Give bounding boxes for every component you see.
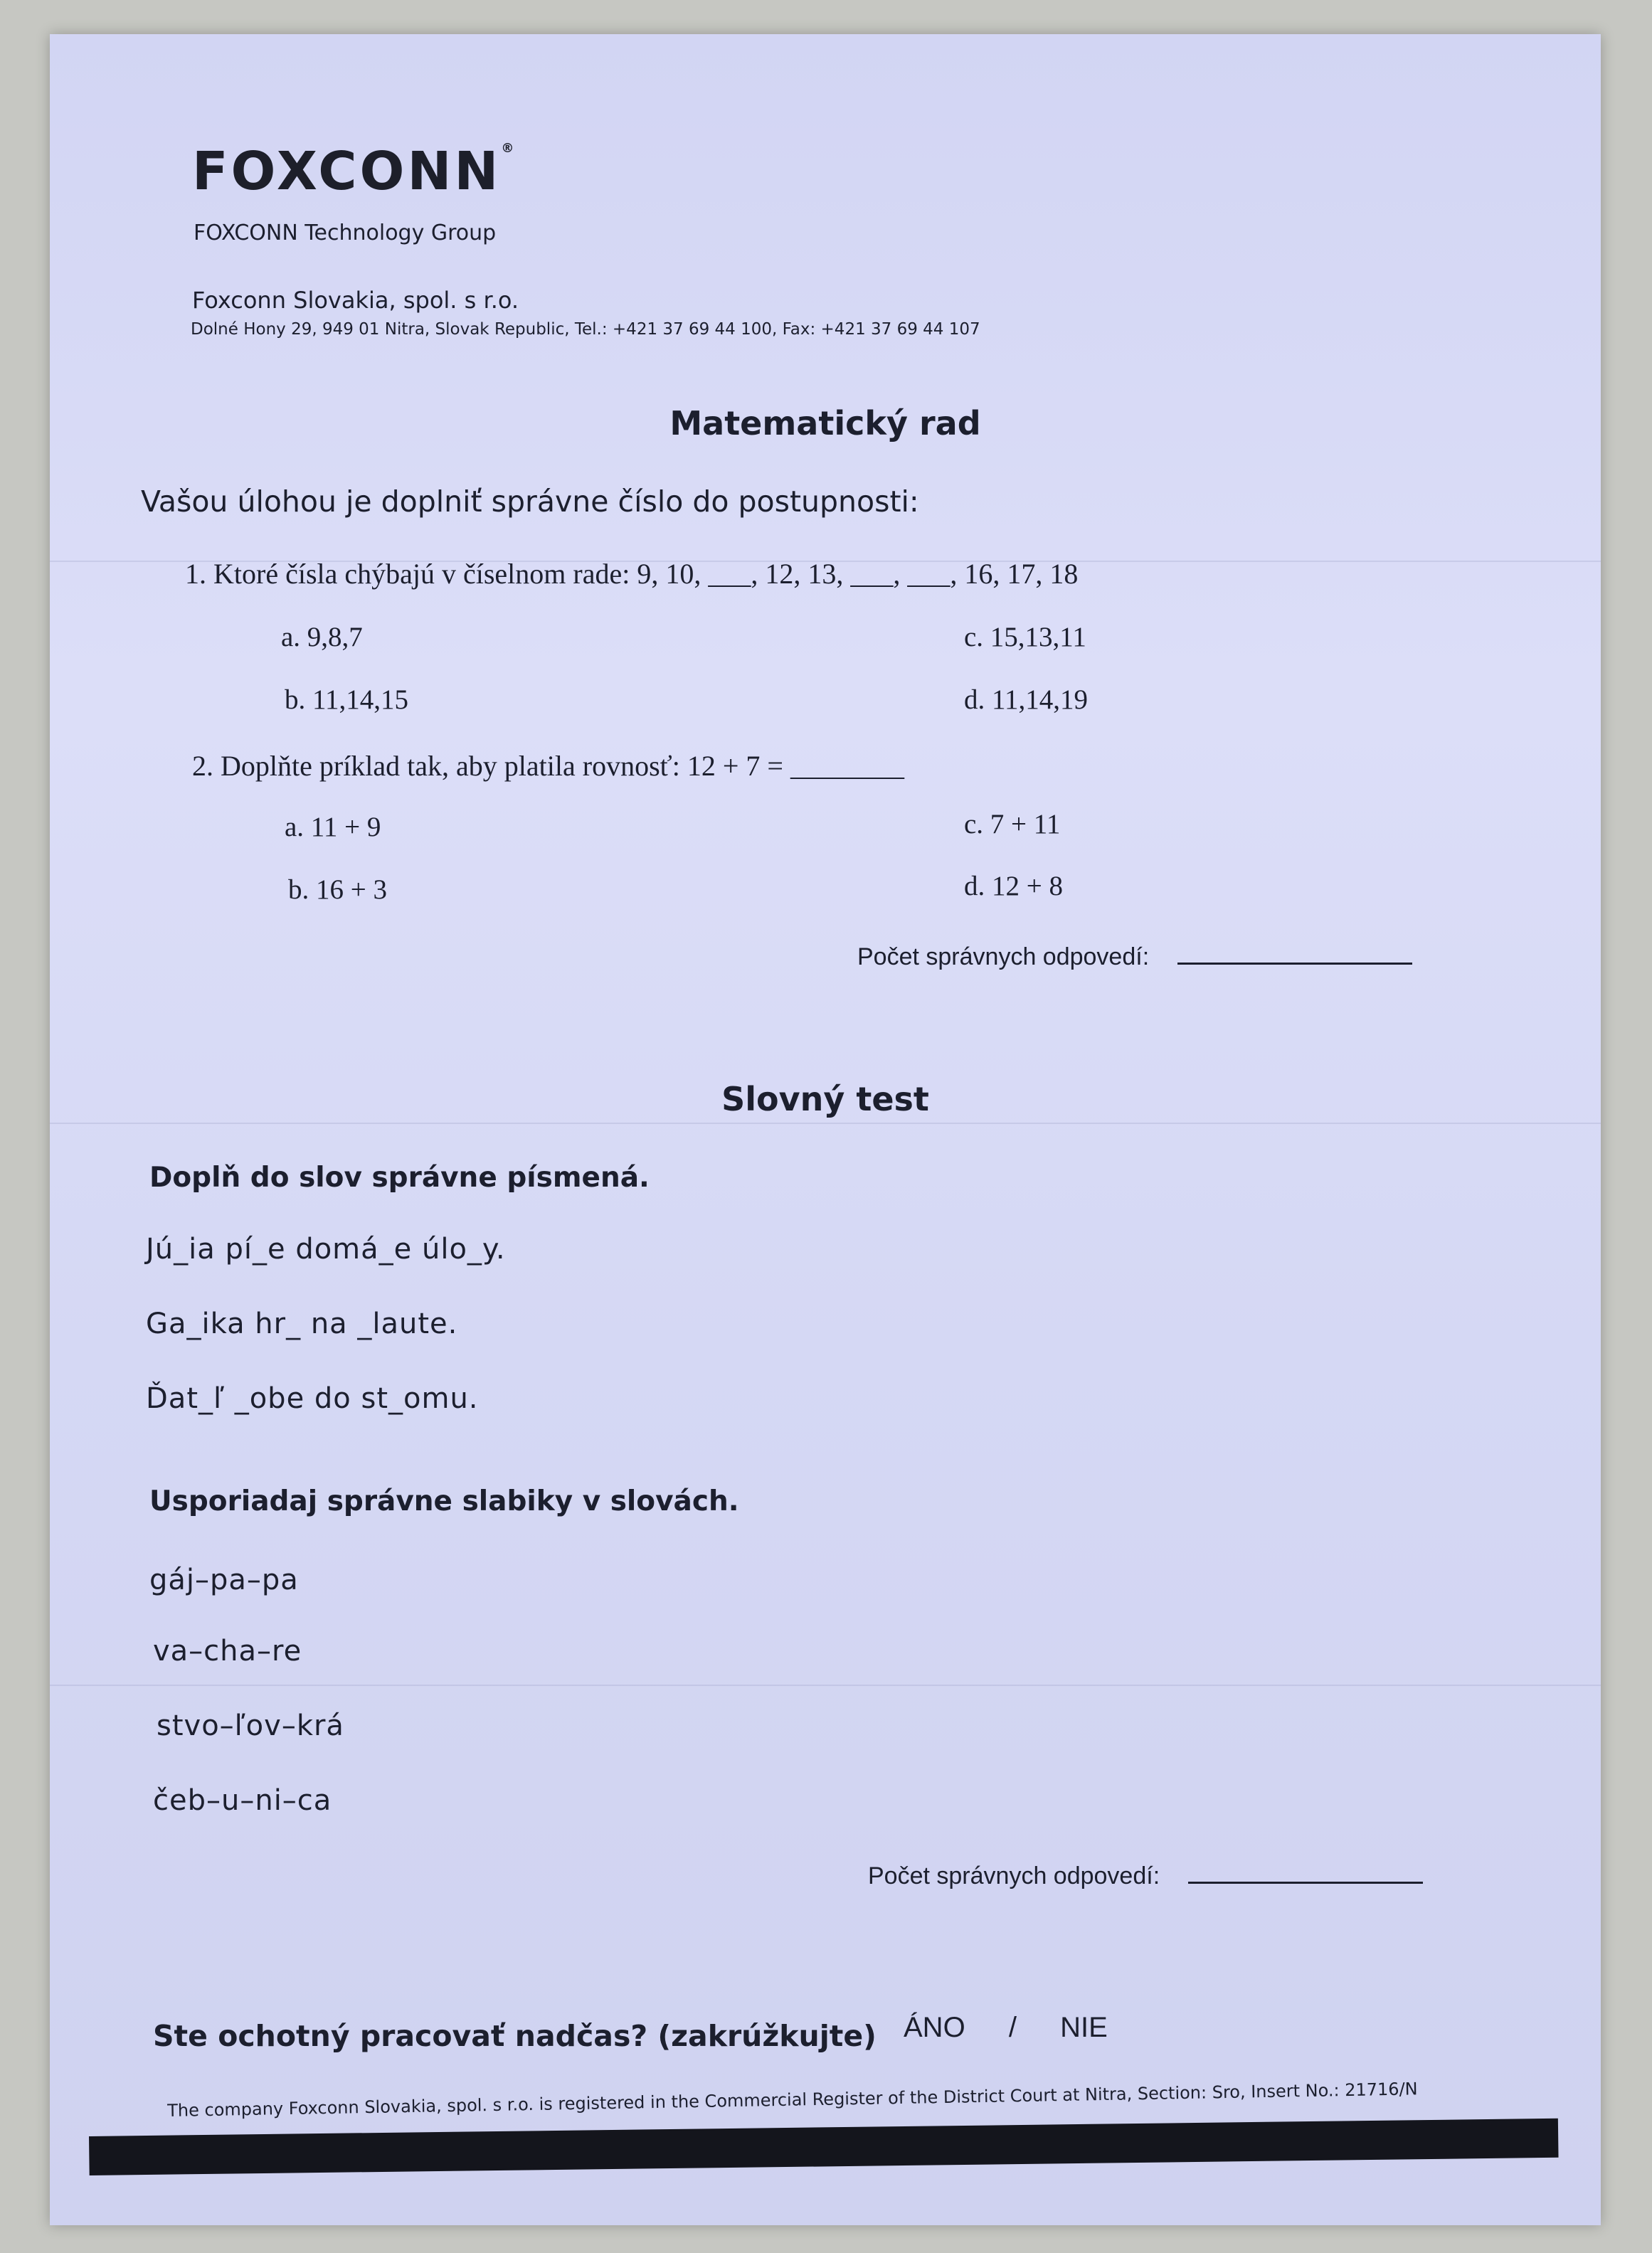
footer-registration: The company Foxconn Slovakia, spol. s r.o. is registered in the Commercial Register of the District Court at Nitra, Section: Sro, Insert No.: 21716/N [167, 2079, 1418, 2121]
math-intro: Vašou úlohou je doplniť správne číslo do postupnosti: [141, 484, 919, 519]
word-score-label: Počet správnych odpovedí: [868, 1862, 1160, 1889]
word-line: Jú_ia pí_e domá_e úlo_y. [146, 1233, 506, 1266]
q1-option-d: d. 11,14,19 [964, 684, 1089, 715]
q1-option-a: a. 9,8,7 [281, 622, 363, 652]
test-sheet [50, 34, 1601, 2225]
company-address: Dolné Hony 29, 949 01 Nitra, Slovak Republic, Tel.: +421 37 69 44 100, Fax: +421 37 69 44 107 [191, 320, 980, 339]
group-name: FOXCONN Technology Group [194, 221, 497, 245]
syllable-line: gáj–pa–pa [149, 1564, 299, 1596]
q1-option-c: c. 15,13,11 [964, 622, 1086, 652]
word-task-2: Usporiadaj správne slabiky v slovách. [149, 1485, 739, 1517]
answer-no[interactable]: NIE [1060, 2012, 1108, 2043]
q2-option-b: b. 16 + 3 [288, 874, 387, 905]
word-score-row [868, 1862, 1423, 1890]
question-1: 1. Ktoré čísla chýbajú v číselnom rade: 9, 10, ___, 12, 13, ___, ___, 16, 17, 18 [185, 558, 1079, 590]
syllable-line: va–cha–re [153, 1635, 302, 1668]
q2-option-d: d. 12 + 8 [964, 871, 1063, 901]
footer-bar [89, 2119, 1559, 2175]
q2-option-a: a. 11 + 9 [285, 812, 381, 842]
syllable-line: čeb–u–ni–ca [153, 1784, 332, 1817]
math-score-field[interactable] [1177, 955, 1412, 965]
company-logo: FOXCONN® [192, 141, 517, 202]
answer-yes[interactable]: ÁNO [904, 2012, 965, 2043]
math-score-row [857, 943, 1412, 971]
q2-option-c: c. 7 + 11 [964, 809, 1061, 839]
syllable-line: stvo–ľov–krá [157, 1709, 344, 1742]
math-score-label: Počet správnych odpovedí: [857, 943, 1150, 970]
q1-option-b: b. 11,14,15 [285, 684, 409, 715]
word-line: Ga_ika hr_ na _laute. [146, 1308, 458, 1340]
overtime-question: Ste ochotný pracovať nadčas? (zakrúžkujte) [153, 2019, 877, 2053]
answer-separator: / [1008, 2012, 1017, 2043]
fold-line [50, 1123, 1601, 1124]
word-title: Slovný test [721, 1080, 929, 1118]
question-2: 2. Doplňte príklad tak, aby platila rovnosť: 12 + 7 = ________ [192, 750, 904, 782]
word-line: Ďat_ľ _obe do st_omu. [146, 1382, 479, 1415]
company-name: Foxconn Slovakia, spol. s r.o. [192, 287, 519, 314]
overtime-answer [904, 2012, 1108, 2044]
word-score-field[interactable] [1188, 1875, 1423, 1884]
word-task-1: Doplň do slov správne písmená. [149, 1162, 650, 1194]
math-title: Matematický rad [669, 404, 981, 442]
fold-line [50, 1685, 1601, 1686]
